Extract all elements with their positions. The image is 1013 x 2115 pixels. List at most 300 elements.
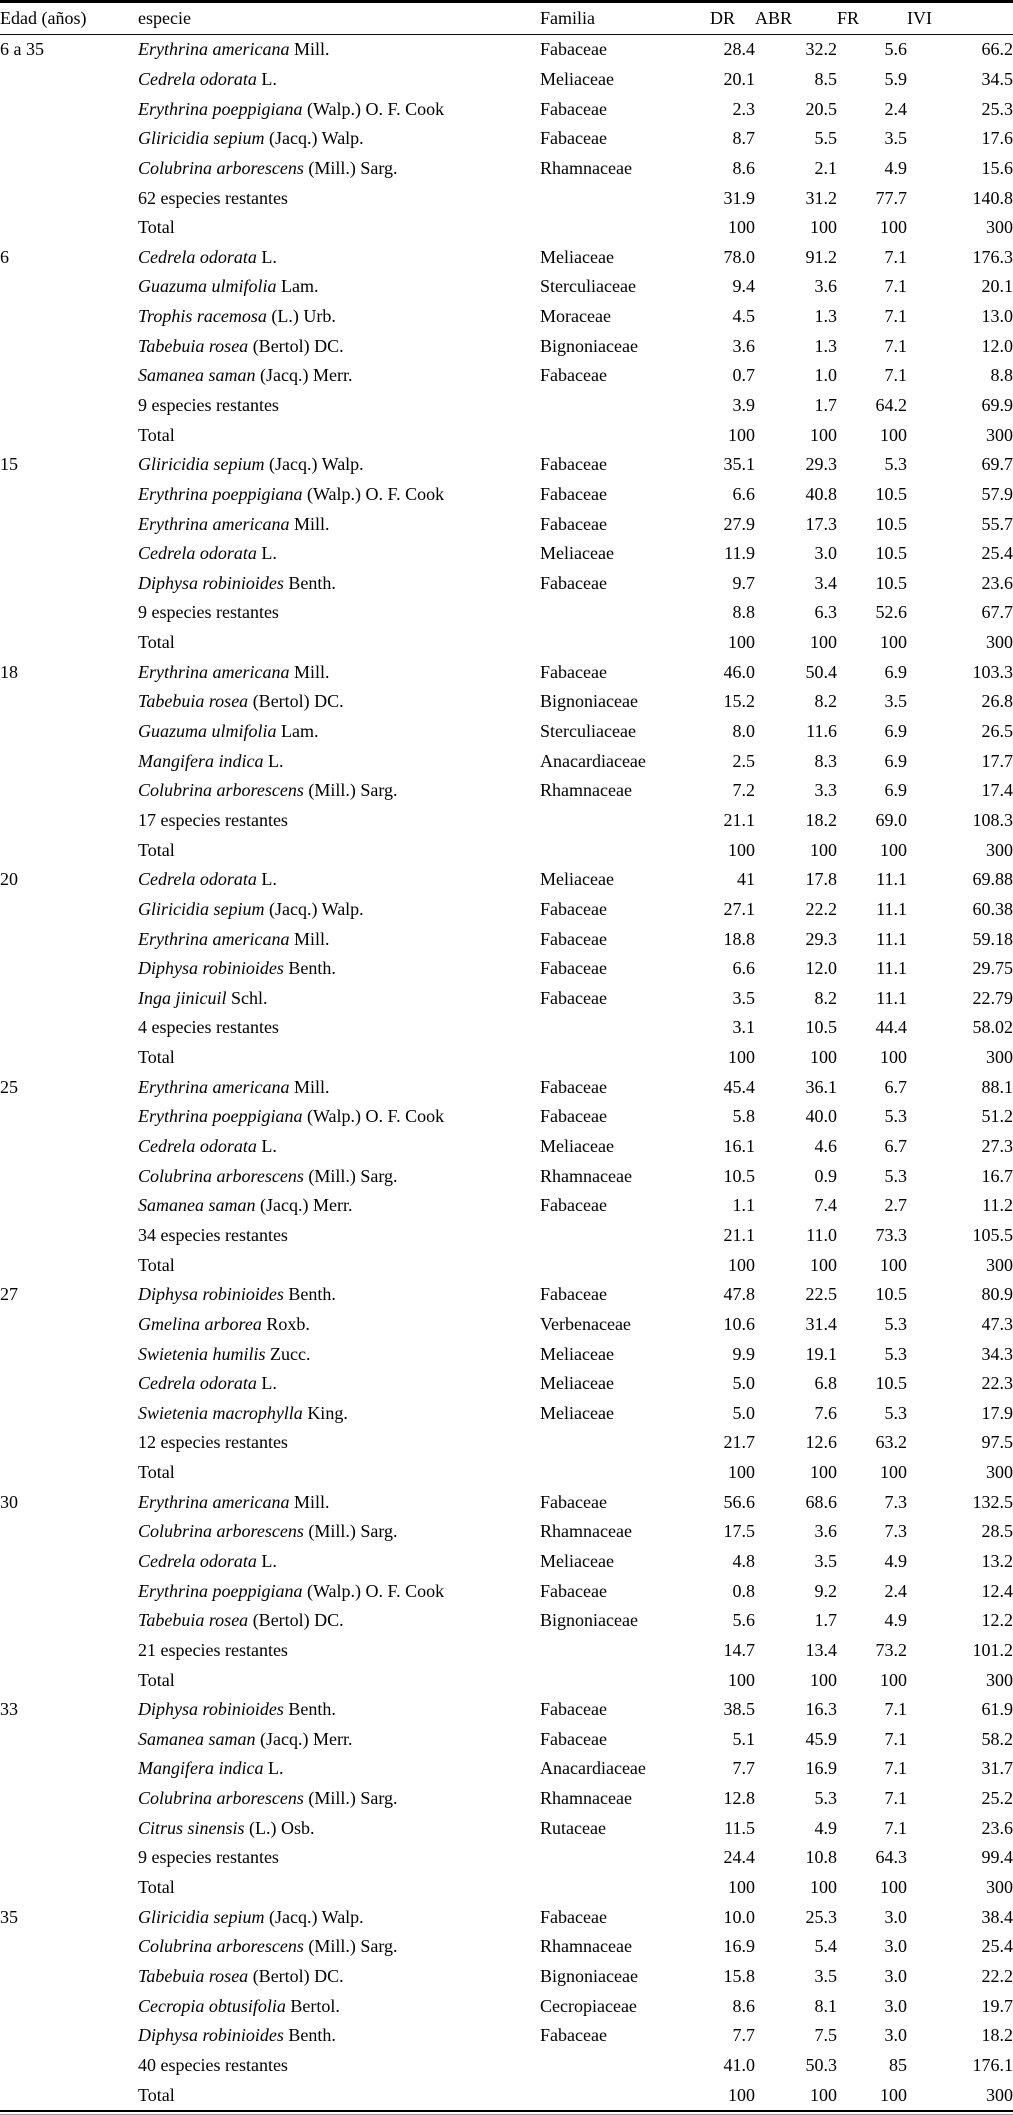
species-cell: Colubrina arborescens (Mill.) Sarg.: [138, 1165, 398, 1186]
abr-value: 0.9: [814, 1165, 837, 1186]
dr-value: 56.6: [723, 1491, 755, 1512]
total-row: [0, 420, 1013, 450]
fr-value: 5.3: [884, 1343, 907, 1364]
species-cell: Cedrela odorata L.: [138, 1136, 277, 1157]
age-cell: [0, 1250, 138, 1280]
species-latin-name: Citrus sinensis: [138, 1817, 245, 1838]
ivi-value: 15.6: [981, 157, 1013, 178]
dr-value: 27.1: [723, 898, 755, 919]
fr-value: 69.0: [875, 809, 907, 830]
species-cell: Gmelina arborea Roxb.: [138, 1313, 310, 1334]
species-cell: Diphysa robinioides Benth.: [138, 2025, 336, 2046]
ivi-value: 22.79: [972, 987, 1013, 1008]
species-cell: Total: [138, 1877, 175, 1898]
family-cell: Bignoniaceae: [540, 1610, 638, 1631]
dr-value: 4.8: [732, 1550, 755, 1571]
abr-value: 5.4: [814, 1936, 837, 1957]
remaining-species-row: [0, 1843, 1013, 1873]
species-cell: Erythrina americana Mill.: [138, 39, 330, 60]
species-latin-name: Guazuma ulmifolia: [138, 721, 277, 742]
species-latin-name: Cedrela odorata: [138, 68, 257, 89]
species-row: [0, 154, 1013, 184]
species-cell: Diphysa robinioides Benth.: [138, 1284, 336, 1305]
fr-value: 11.1: [876, 898, 907, 919]
species-cell: Cedrela odorata L.: [138, 246, 277, 267]
fr-value: 100: [880, 1462, 907, 1483]
family-cell: [540, 1221, 710, 1251]
age-cell: [0, 1725, 138, 1755]
dr-value: 1.1: [732, 1195, 755, 1216]
age-cell: [0, 569, 138, 599]
family-cell: Fabaceae: [540, 1906, 607, 1927]
ivi-value: 18.2: [981, 2025, 1013, 2046]
dr-value: 16.9: [723, 1936, 755, 1957]
fr-value: 4.9: [884, 1550, 907, 1571]
species-latin-name: Samanea saman: [138, 365, 256, 386]
fr-value: 5.6: [884, 39, 907, 60]
dr-value: 6.6: [732, 958, 755, 979]
age-cell: [0, 361, 138, 391]
dr-value: 38.5: [723, 1699, 755, 1720]
age-cell: [0, 1102, 138, 1132]
fr-value: 6.9: [884, 721, 907, 742]
abr-value: 7.6: [814, 1402, 837, 1423]
ivi-value: 57.9: [981, 483, 1013, 504]
remaining-species-row: [0, 598, 1013, 628]
table-body: [0, 35, 1013, 2111]
species-latin-name: Erythrina americana: [138, 928, 290, 949]
species-cell: 9 especies restantes: [138, 395, 279, 415]
species-row: [0, 657, 1013, 687]
ivi-value: 58.02: [972, 1017, 1013, 1038]
age-cell: [0, 895, 138, 925]
ivi-value: 103.3: [972, 661, 1013, 682]
abr-value: 8.1: [814, 1995, 837, 2016]
family-cell: Fabaceae: [540, 39, 607, 60]
fr-value: 10.5: [875, 483, 907, 504]
dr-value: 5.1: [732, 1728, 755, 1749]
age-cell: [0, 1932, 138, 1962]
species-cell: 12 especies restantes: [138, 1432, 288, 1453]
dr-value: 7.7: [732, 2025, 755, 2046]
remaining-species-row: [0, 391, 1013, 421]
abr-value: 5.3: [814, 1788, 837, 1809]
ivi-value: 97.5: [981, 1432, 1013, 1453]
abr-value: 7.5: [814, 2025, 837, 2046]
dr-value: 24.4: [723, 1847, 755, 1868]
family-cell: Fabaceae: [540, 928, 607, 949]
species-cell: Total: [138, 1254, 175, 1275]
species-cell: Inga jinicuil Schl.: [138, 987, 268, 1008]
age-cell: [0, 124, 138, 154]
total-row: [0, 628, 1013, 658]
family-cell: [540, 835, 710, 865]
family-cell: Meliaceae: [540, 543, 614, 564]
ivi-value: 22.2: [981, 1965, 1013, 1986]
species-cell: Erythrina americana Mill.: [138, 1491, 330, 1512]
age-cell: [0, 183, 138, 213]
total-row: [0, 1458, 1013, 1488]
abr-value: 8.2: [814, 691, 837, 712]
fr-value: 10.5: [875, 513, 907, 534]
ivi-value: 13.2: [981, 1550, 1013, 1571]
ivi-value: 69.88: [972, 869, 1013, 890]
dr-value: 0.8: [732, 1580, 755, 1601]
species-row: [0, 1725, 1013, 1755]
dr-value: 45.4: [723, 1076, 755, 1097]
dr-value: 31.9: [723, 187, 755, 208]
age-cell: [0, 717, 138, 747]
species-cell: Colubrina arborescens (Mill.) Sarg.: [138, 780, 398, 801]
family-cell: Sterculiaceae: [540, 721, 636, 742]
abr-value: 29.3: [805, 454, 837, 475]
family-cell: Fabaceae: [540, 1284, 607, 1305]
fr-value: 7.1: [884, 306, 907, 327]
family-cell: Fabaceae: [540, 513, 607, 534]
species-latin-name: Erythrina poeppigiana: [138, 98, 303, 119]
family-cell: Rhamnaceae: [540, 157, 632, 178]
age-cell: [0, 1636, 138, 1666]
species-cell: Cedrela odorata L.: [138, 1373, 277, 1394]
species-cell: Total: [138, 1047, 175, 1068]
abr-value: 40.8: [805, 483, 837, 504]
ivi-value: 26.8: [981, 691, 1013, 712]
family-cell: Fabaceae: [540, 454, 607, 475]
species-cell: Total: [138, 424, 175, 445]
dr-value: 5.0: [732, 1402, 755, 1423]
ivi-value: 80.9: [981, 1284, 1013, 1305]
fr-value: 3.0: [884, 1965, 907, 1986]
dr-value: 28.4: [723, 39, 755, 60]
family-cell: Bignoniaceae: [540, 335, 638, 356]
species-latin-name: Gliricidia sepium: [138, 128, 265, 149]
species-row: [0, 1072, 1013, 1102]
family-cell: Cecropiaceae: [540, 1995, 637, 2016]
dr-value: 100: [728, 217, 755, 238]
species-latin-name: Tabebuia rosea: [138, 1610, 249, 1631]
species-latin-name: Samanea saman: [138, 1728, 256, 1749]
age-cell: 33: [0, 1699, 18, 1720]
species-latin-name: Colubrina arborescens: [138, 1936, 304, 1957]
species-cell: Mangifera indica L.: [138, 1758, 284, 1779]
species-row: [0, 1991, 1013, 2021]
ivi-value: 17.6: [981, 128, 1013, 149]
age-cell: [0, 598, 138, 628]
species-latin-name: Cedrela odorata: [138, 246, 257, 267]
family-cell: Fabaceae: [540, 483, 607, 504]
abr-value: 100: [810, 632, 837, 653]
abr-value: 4.6: [814, 1136, 837, 1157]
species-latin-name: Guazuma ulmifolia: [138, 276, 277, 297]
age-cell: [0, 65, 138, 95]
ivi-value: 51.2: [981, 1106, 1013, 1127]
age-cell: [0, 1132, 138, 1162]
species-cell: Colubrina arborescens (Mill.) Sarg.: [138, 157, 398, 178]
species-row: [0, 1191, 1013, 1221]
family-cell: Bignoniaceae: [540, 1965, 638, 1986]
species-row: [0, 35, 1013, 65]
species-latin-name: Erythrina poeppigiana: [138, 1106, 303, 1127]
species-latin-name: Erythrina poeppigiana: [138, 1580, 303, 1601]
family-cell: Rhamnaceae: [540, 1936, 632, 1957]
age-cell: 6 a 35: [0, 39, 44, 60]
abr-value: 4.9: [814, 1817, 837, 1838]
age-cell: [0, 1310, 138, 1340]
abr-value: 11.0: [806, 1224, 837, 1245]
family-cell: [540, 1250, 710, 1280]
species-cell: Erythrina americana Mill.: [138, 928, 330, 949]
dr-value: 15.2: [723, 691, 755, 712]
fr-value: 100: [880, 2084, 907, 2105]
dr-value: 21.1: [723, 1224, 755, 1245]
abr-value: 16.9: [805, 1758, 837, 1779]
fr-value: 3.0: [884, 1995, 907, 2016]
total-row: [0, 213, 1013, 243]
dr-value: 100: [728, 1669, 755, 1690]
age-cell: [0, 746, 138, 776]
fr-value: 100: [880, 217, 907, 238]
species-latin-name: Erythrina americana: [138, 513, 290, 534]
species-cell: Colubrina arborescens (Mill.) Sarg.: [138, 1521, 398, 1542]
species-cell: Cedrela odorata L.: [138, 869, 277, 890]
species-cell: 62 especies restantes: [138, 187, 288, 208]
ivi-value: 88.1: [981, 1076, 1013, 1097]
fr-value: 11.1: [876, 958, 907, 979]
species-row: [0, 1280, 1013, 1310]
age-cell: [0, 776, 138, 806]
species-latin-name: Gliricidia sepium: [138, 454, 265, 475]
species-latin-name: Diphysa robinioides: [138, 1284, 284, 1305]
dr-value: 10.0: [723, 1906, 755, 1927]
age-cell: [0, 509, 138, 539]
species-latin-name: Cedrela odorata: [138, 543, 257, 564]
fr-value: 11.1: [876, 987, 907, 1008]
age-cell: [0, 806, 138, 836]
age-cell: 30: [0, 1491, 18, 1512]
fr-value: 64.2: [875, 395, 907, 415]
species-row: [0, 1606, 1013, 1636]
species-row: [0, 450, 1013, 480]
age-cell: [0, 1606, 138, 1636]
dr-value: 14.7: [723, 1639, 755, 1660]
remaining-species-row: [0, 1013, 1013, 1043]
remaining-species-row: [0, 2051, 1013, 2081]
species-row: [0, 1310, 1013, 1340]
species-cell: 17 especies restantes: [138, 809, 288, 830]
abr-value: 13.4: [805, 1639, 837, 1660]
ivi-value: 19.7: [981, 1995, 1013, 2016]
family-cell: Rhamnaceae: [540, 1788, 632, 1809]
abr-value: 7.4: [814, 1195, 837, 1216]
species-cell: Total: [138, 1462, 175, 1483]
ivi-value: 176.3: [972, 246, 1013, 267]
age-cell: [0, 2051, 138, 2081]
species-row: [0, 1369, 1013, 1399]
ivi-value: 34.3: [981, 1343, 1013, 1364]
age-cell: [0, 1547, 138, 1577]
dr-value: 12.8: [723, 1788, 755, 1809]
family-cell: [540, 1458, 710, 1488]
abr-value: 1.3: [814, 306, 837, 327]
ivi-value: 12.2: [981, 1610, 1013, 1631]
abr-value: 91.2: [805, 246, 837, 267]
species-row: [0, 895, 1013, 925]
abr-value: 9.2: [814, 1580, 837, 1601]
age-cell: [0, 1843, 138, 1873]
age-cell: [0, 1873, 138, 1903]
species-cell: Cedrela odorata L.: [138, 543, 277, 564]
age-cell: 25: [0, 1076, 18, 1097]
fr-value: 6.9: [884, 750, 907, 771]
family-cell: Meliaceae: [540, 68, 614, 89]
species-latin-name: Tabebuia rosea: [138, 691, 249, 712]
species-latin-name: Inga jinicuil: [138, 987, 227, 1008]
family-cell: [540, 420, 710, 450]
species-row: [0, 1813, 1013, 1843]
fr-value: 5.9: [884, 68, 907, 89]
family-cell: Fabaceae: [540, 1580, 607, 1601]
abr-value: 50.4: [805, 661, 837, 682]
age-cell: [0, 984, 138, 1014]
dr-value: 6.6: [732, 483, 755, 504]
family-cell: Meliaceae: [540, 1402, 614, 1423]
dr-value: 3.6: [732, 335, 755, 356]
fr-value: 3.0: [884, 1906, 907, 1927]
ivi-value: 17.9: [981, 1402, 1013, 1423]
fr-value: 2.4: [884, 1580, 907, 1601]
species-row: [0, 569, 1013, 599]
dr-value: 27.9: [723, 513, 755, 534]
abr-value: 100: [810, 839, 837, 860]
family-cell: [540, 2080, 710, 2111]
fr-value: 100: [880, 1877, 907, 1898]
family-cell: [540, 183, 710, 213]
abr-value: 32.2: [805, 39, 837, 60]
species-cell: Tabebuia rosea (Bertol) DC.: [138, 1610, 344, 1631]
species-cell: 40 especies restantes: [138, 2054, 288, 2075]
fr-value: 7.3: [884, 1491, 907, 1512]
total-row: [0, 1873, 1013, 1903]
species-latin-name: Gliricidia sepium: [138, 898, 265, 919]
species-row: [0, 717, 1013, 747]
family-cell: Anacardiaceae: [540, 1758, 646, 1779]
species-cell: Cedrela odorata L.: [138, 1550, 277, 1571]
species-cell: Samanea saman (Jacq.) Merr.: [138, 365, 353, 386]
fr-value: 100: [880, 424, 907, 445]
family-cell: Fabaceae: [540, 1076, 607, 1097]
abr-value: 3.5: [814, 1550, 837, 1571]
age-cell: [0, 1458, 138, 1488]
species-cell: Erythrina poeppigiana (Walp.) O. F. Cook: [138, 1106, 445, 1127]
abr-value: 29.3: [805, 928, 837, 949]
abr-value: 31.2: [805, 187, 837, 208]
species-latin-name: Diphysa robinioides: [138, 958, 284, 979]
family-cell: Fabaceae: [540, 365, 607, 386]
fr-value: 73.2: [875, 1639, 907, 1660]
abr-value: 5.5: [814, 128, 837, 149]
family-cell: Rutaceae: [540, 1817, 606, 1838]
ivi-value: 140.8: [972, 187, 1013, 208]
ivi-value: 28.5: [981, 1521, 1013, 1542]
ivi-value: 66.2: [981, 39, 1013, 60]
dr-value: 11.9: [724, 543, 755, 564]
age-cell: [0, 1043, 138, 1073]
dr-value: 100: [728, 424, 755, 445]
fr-value: 7.1: [884, 246, 907, 267]
abr-value: 31.4: [805, 1313, 837, 1334]
family-cell: Fabaceae: [540, 1699, 607, 1720]
dr-value: 100: [728, 1254, 755, 1275]
total-row: [0, 835, 1013, 865]
dr-value: 8.7: [732, 128, 755, 149]
species-row: [0, 1547, 1013, 1577]
dr-value: 5.8: [732, 1106, 755, 1127]
dr-value: 0.7: [732, 365, 755, 386]
dr-value: 9.9: [732, 1343, 755, 1364]
family-cell: Fabaceae: [540, 987, 607, 1008]
species-cell: Erythrina poeppigiana (Walp.) O. F. Cook: [138, 483, 445, 504]
species-latin-name: Colubrina arborescens: [138, 780, 304, 801]
ivi-value: 59.18: [972, 928, 1013, 949]
species-latin-name: Erythrina americana: [138, 1076, 290, 1097]
fr-value: 3.0: [884, 2025, 907, 2046]
fr-value: 11.1: [876, 869, 907, 890]
ivi-value: 55.7: [981, 513, 1013, 534]
abr-value: 1.7: [814, 395, 837, 415]
species-cell: Tabebuia rosea (Bertol) DC.: [138, 335, 344, 356]
abr-value: 50.3: [805, 2054, 837, 2075]
species-latin-name: Mangifera indica: [138, 1758, 264, 1779]
abr-value: 8.3: [814, 750, 837, 771]
species-cell: Tabebuia rosea (Bertol) DC.: [138, 691, 344, 712]
species-row: [0, 984, 1013, 1014]
dr-value: 8.6: [732, 1995, 755, 2016]
species-row: [0, 1517, 1013, 1547]
total-row: [0, 1043, 1013, 1073]
species-latin-name: Cecropia obtusifolia: [138, 1995, 286, 2016]
species-row: [0, 1695, 1013, 1725]
fr-value: 4.9: [884, 157, 907, 178]
ivi-value: 300: [986, 217, 1013, 238]
fr-value: 7.1: [884, 276, 907, 297]
species-latin-name: Cedrela odorata: [138, 1373, 257, 1394]
species-cell: Erythrina americana Mill.: [138, 661, 330, 682]
species-cell: Samanea saman (Jacq.) Merr.: [138, 1728, 353, 1749]
species-latin-name: Erythrina americana: [138, 39, 290, 60]
family-cell: Fabaceae: [540, 2025, 607, 2046]
remaining-species-row: [0, 806, 1013, 836]
species-row: [0, 1339, 1013, 1369]
family-cell: Fabaceae: [540, 898, 607, 919]
species-cell: Total: [138, 2084, 175, 2105]
species-cell: Cecropia obtusifolia Bertol.: [138, 1995, 340, 2016]
ivi-value: 105.5: [972, 1224, 1013, 1245]
species-cell: Gliricidia sepium (Jacq.) Walp.: [138, 128, 364, 149]
species-latin-name: Cedrela odorata: [138, 869, 257, 890]
dr-value: 18.8: [723, 928, 755, 949]
abr-value: 25.3: [805, 1906, 837, 1927]
abr-value: 10.8: [805, 1847, 837, 1868]
species-cell: Cedrela odorata L.: [138, 68, 277, 89]
ivi-value: 300: [986, 1877, 1013, 1898]
dr-value: 3.1: [732, 1017, 755, 1038]
col-header-family: Familia: [540, 8, 595, 28]
age-cell: [0, 1013, 138, 1043]
ivi-value: 12.4: [981, 1580, 1013, 1601]
abr-value: 1.7: [814, 1610, 837, 1631]
species-row: [0, 1487, 1013, 1517]
ivi-value: 300: [986, 2084, 1013, 2105]
